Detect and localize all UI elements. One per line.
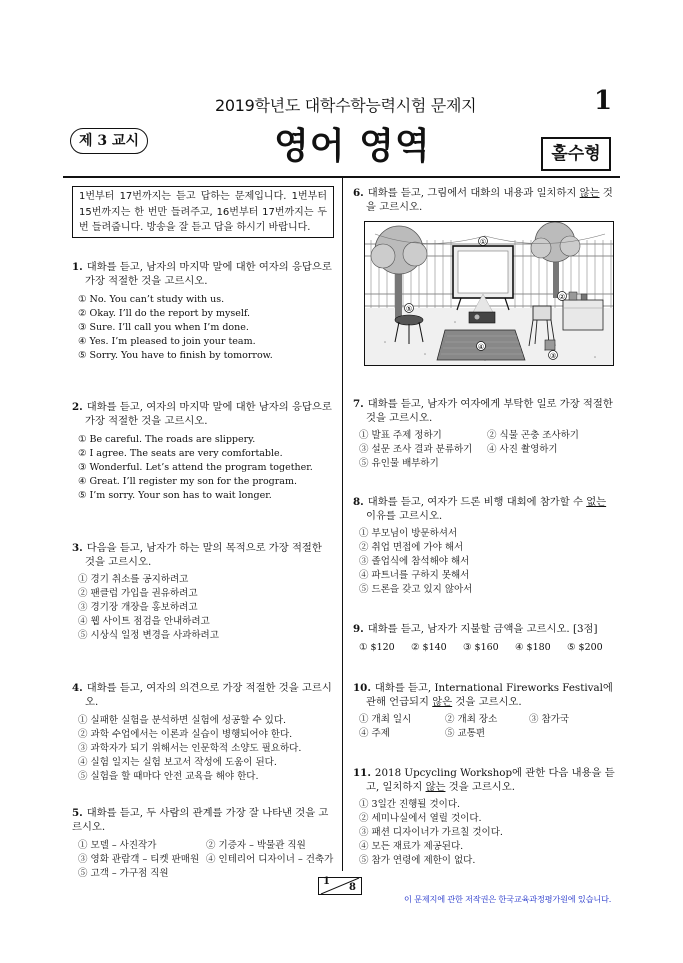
question-5 bbox=[72, 806, 334, 881]
question-6-figure bbox=[364, 221, 614, 366]
option-2[interactable]: ② 세미나실에서 열릴 것이다. bbox=[359, 813, 482, 824]
question-3 bbox=[72, 541, 334, 643]
question-text: 대화를 듣고, 남자가 여자에게 부탁한 일로 가장 적절한 것을 고르시오. bbox=[366, 398, 613, 424]
option-3[interactable]: ③ 영화 관람객 – 티켓 판매원 bbox=[78, 854, 200, 865]
question-number: 3. bbox=[72, 542, 83, 554]
question-number: 10. bbox=[353, 682, 371, 694]
option-2[interactable]: ② I agree. The seats are very comfortable. bbox=[78, 448, 283, 459]
figure-label-4: ④ bbox=[477, 343, 485, 351]
option-1[interactable]: ① 발표 주제 정하기 bbox=[359, 430, 442, 441]
tree-right bbox=[531, 222, 580, 298]
listening-notice: 1번부터 17번까지는 듣고 답하는 문제입니다. 1번부터 15번까지는 한 번만 들려주고, 16번부터 17번까지는 두 번 들려줍니다. 방송을 잘 듣고 답을 하시기 바랍니다. bbox=[72, 186, 334, 238]
question-number: 11. bbox=[353, 767, 371, 779]
question-text: 대화를 듣고, 남자의 마지막 말에 대한 여자의 응답으로 가장 적절한 것을 고르시오. bbox=[85, 261, 332, 287]
option-5[interactable]: ⑤ 드론을 갖고 있지 않아서 bbox=[359, 584, 473, 595]
option-3[interactable]: ③ $160 bbox=[463, 642, 499, 653]
question-6 bbox=[353, 186, 615, 214]
option-3[interactable]: ③ 경기장 개장을 홍보하려고 bbox=[78, 602, 198, 613]
option-5[interactable]: ⑤ I’m sorry. Your son has to wait longer. bbox=[78, 490, 272, 501]
option-4[interactable]: ④ 모든 재료가 제공된다. bbox=[359, 841, 464, 852]
option-2[interactable]: ② 개최 장소 bbox=[445, 714, 498, 725]
question-text-emphasis: 않는 bbox=[425, 781, 446, 793]
option-3[interactable]: ③ 패션 디자이너가 가르칠 것이다. bbox=[359, 827, 503, 838]
option-4[interactable]: ④ Great. I’ll register my son for the program. bbox=[78, 476, 297, 487]
option-4[interactable]: ④ 주제 bbox=[359, 728, 390, 739]
option-2[interactable]: ② 식물 곤충 조사하기 bbox=[487, 430, 579, 441]
question-1 bbox=[72, 260, 334, 363]
option-3[interactable]: ③ 설문 조사 결과 분류하기 bbox=[359, 444, 473, 455]
option-5[interactable]: ⑤ $200 bbox=[567, 642, 603, 653]
figure-label-5: ⑤ bbox=[405, 305, 413, 313]
question-text: 다음을 듣고, 남자가 하는 말의 목적으로 가장 적절한 것을 고르시오. bbox=[85, 542, 322, 568]
option-4[interactable]: ④ 사진 촬영하기 bbox=[487, 444, 558, 455]
page-number: 1 bbox=[594, 86, 613, 116]
question-4 bbox=[72, 681, 334, 784]
question-text: 대화를 듣고, International Fireworks Festival에 관해 언급되지 bbox=[366, 682, 613, 708]
option-1[interactable]: ① 3일간 진행될 것이다. bbox=[359, 799, 461, 810]
yard-illustration bbox=[365, 222, 613, 365]
option-1[interactable]: ① Be careful. The roads are slippery. bbox=[78, 434, 256, 445]
option-4[interactable]: ④ 실험 일지는 실험 보고서 작성에 도움이 된다. bbox=[78, 757, 277, 768]
question-text: 대화를 듣고, 남자가 지불할 금액을 고르시오. [3점] bbox=[367, 623, 598, 635]
side-table bbox=[558, 292, 604, 331]
option-3[interactable]: ③ 졸업식에 참석해야 해서 bbox=[359, 556, 470, 567]
question-text-end: 이유를 고르시오. bbox=[366, 510, 443, 522]
exam-title: 2019학년도 대학수학능력시험 문제지 bbox=[215, 96, 477, 115]
option-1[interactable]: ① 모델 – 사진작가 bbox=[78, 840, 157, 851]
option-2[interactable]: ② 취업 면접에 가야 해서 bbox=[359, 542, 464, 553]
option-1[interactable]: ① 개최 일시 bbox=[359, 714, 412, 725]
page-total: 8 bbox=[349, 882, 356, 893]
question-text: 2018 Upcycling Workshop에 관한 다음 내용을 듣고, 일치하지 bbox=[366, 767, 615, 793]
question-text: 대화를 듣고, 여자의 마지막 말에 대한 남자의 응답으로 가장 적절한 것을 고르시오. bbox=[85, 401, 332, 427]
option-1[interactable]: ① $120 bbox=[359, 642, 395, 653]
option-3[interactable]: ③ Sure. I’ll call you when I’m done. bbox=[78, 322, 249, 333]
option-3[interactable]: ③ Wonderful. Let’s attend the program together. bbox=[78, 462, 313, 473]
question-2 bbox=[72, 400, 334, 503]
option-4[interactable]: ④ $180 bbox=[515, 642, 551, 653]
option-2[interactable]: ② 팬클럽 가입을 권유하려고 bbox=[78, 588, 198, 599]
question-text: 대화를 듣고, 그림에서 대화의 내용과 일치하지 bbox=[367, 187, 580, 199]
question-text-end: 것을 고르시오. bbox=[452, 696, 522, 708]
option-1[interactable]: ① No. You can’t study with us. bbox=[78, 294, 225, 305]
option-5[interactable]: ⑤ 고객 – 가구점 직원 bbox=[78, 868, 169, 879]
question-number: 9. bbox=[353, 623, 364, 635]
question-number: 2. bbox=[72, 401, 83, 413]
question-8 bbox=[353, 495, 615, 597]
question-11 bbox=[353, 766, 615, 868]
question-9 bbox=[353, 622, 615, 655]
page-current: 1 bbox=[323, 876, 330, 887]
figure-label-3: ③ bbox=[549, 352, 557, 360]
option-2[interactable]: ② $140 bbox=[411, 642, 447, 653]
question-number: 5. bbox=[72, 807, 83, 819]
picnic-mat bbox=[437, 330, 525, 360]
question-10 bbox=[353, 681, 615, 741]
option-5[interactable]: ⑤ 실험을 할 때마다 안전 교육을 해야 한다. bbox=[78, 771, 259, 782]
option-4[interactable]: ④ 웹 사이트 점검을 안내하려고 bbox=[78, 616, 210, 627]
option-5[interactable]: ⑤ Sorry. You have to finish by tomorrow. bbox=[78, 350, 273, 361]
question-text-emphasis: 없는 bbox=[586, 496, 607, 508]
question-text: 대화를 듣고, 여자의 의견으로 가장 적절한 것을 고르시오. bbox=[85, 682, 332, 708]
option-4[interactable]: ④ Yes. I’m pleased to join your team. bbox=[78, 336, 256, 347]
question-number: 7. bbox=[353, 398, 364, 410]
option-1[interactable]: ① 경기 취소를 공지하려고 bbox=[78, 574, 189, 585]
question-text-end: 것을 고르시오. bbox=[445, 781, 515, 793]
question-text: 대화를 듣고, 두 사람의 관계를 가장 잘 나타낸 것을 고르시오. bbox=[72, 807, 329, 833]
option-3[interactable]: ③ 참가국 bbox=[529, 714, 570, 725]
option-2[interactable]: ② 기증자 – 박물관 직원 bbox=[206, 840, 306, 851]
question-text-end: 것을 고르시오. bbox=[366, 187, 613, 213]
subject-title: 영어 영역 bbox=[274, 126, 431, 167]
option-4[interactable]: ④ 파트너를 구하지 못해서 bbox=[359, 570, 470, 581]
option-5[interactable]: ⑤ 유인물 배부하기 bbox=[359, 458, 439, 469]
option-1[interactable]: ① 부모님이 방문하셔서 bbox=[359, 528, 458, 539]
question-number: 6. bbox=[353, 187, 364, 199]
page-indicator bbox=[318, 877, 362, 895]
option-2[interactable]: ② Okay. I’ll do the report by myself. bbox=[78, 308, 251, 319]
question-7 bbox=[353, 397, 615, 471]
question-text-emphasis: 않은 bbox=[432, 696, 453, 708]
question-number: 1. bbox=[72, 261, 83, 273]
form-type-box: 홀수형 bbox=[541, 137, 611, 171]
question-number: 4. bbox=[72, 682, 83, 694]
option-5[interactable]: ⑤ 시상식 일정 변경을 사과하려고 bbox=[78, 630, 219, 641]
option-1[interactable]: ① 실패한 실험을 분석하면 실험에 성공할 수 있다. bbox=[78, 715, 287, 726]
figure-label-2: ② bbox=[558, 293, 566, 301]
figure-label-1: ① bbox=[479, 238, 487, 246]
option-2[interactable]: ② 과학 수업에서는 이론과 실습이 병행되어야 한다. bbox=[78, 729, 293, 740]
question-number: 8. bbox=[353, 496, 364, 508]
question-text-emphasis: 않는 bbox=[579, 187, 600, 199]
option-5[interactable]: ⑤ 참가 연령에 제한이 없다. bbox=[359, 855, 476, 866]
column-divider bbox=[342, 178, 343, 871]
session-badge: 제 3 교시 bbox=[70, 128, 148, 154]
copyright-notice: 이 문제지에 관한 저작권은 한국교육과정평가원에 있습니다. bbox=[404, 894, 612, 904]
option-3[interactable]: ③ 과학자가 되기 위해서는 인문학적 소양도 필요하다. bbox=[78, 743, 302, 754]
question-text: 대화를 듣고, 여자가 드론 비행 대회에 참가할 수 bbox=[367, 496, 587, 508]
option-4[interactable]: ④ 인테리어 디자이너 – 건축가 bbox=[206, 854, 334, 865]
option-5[interactable]: ⑤ 교통편 bbox=[445, 728, 486, 739]
